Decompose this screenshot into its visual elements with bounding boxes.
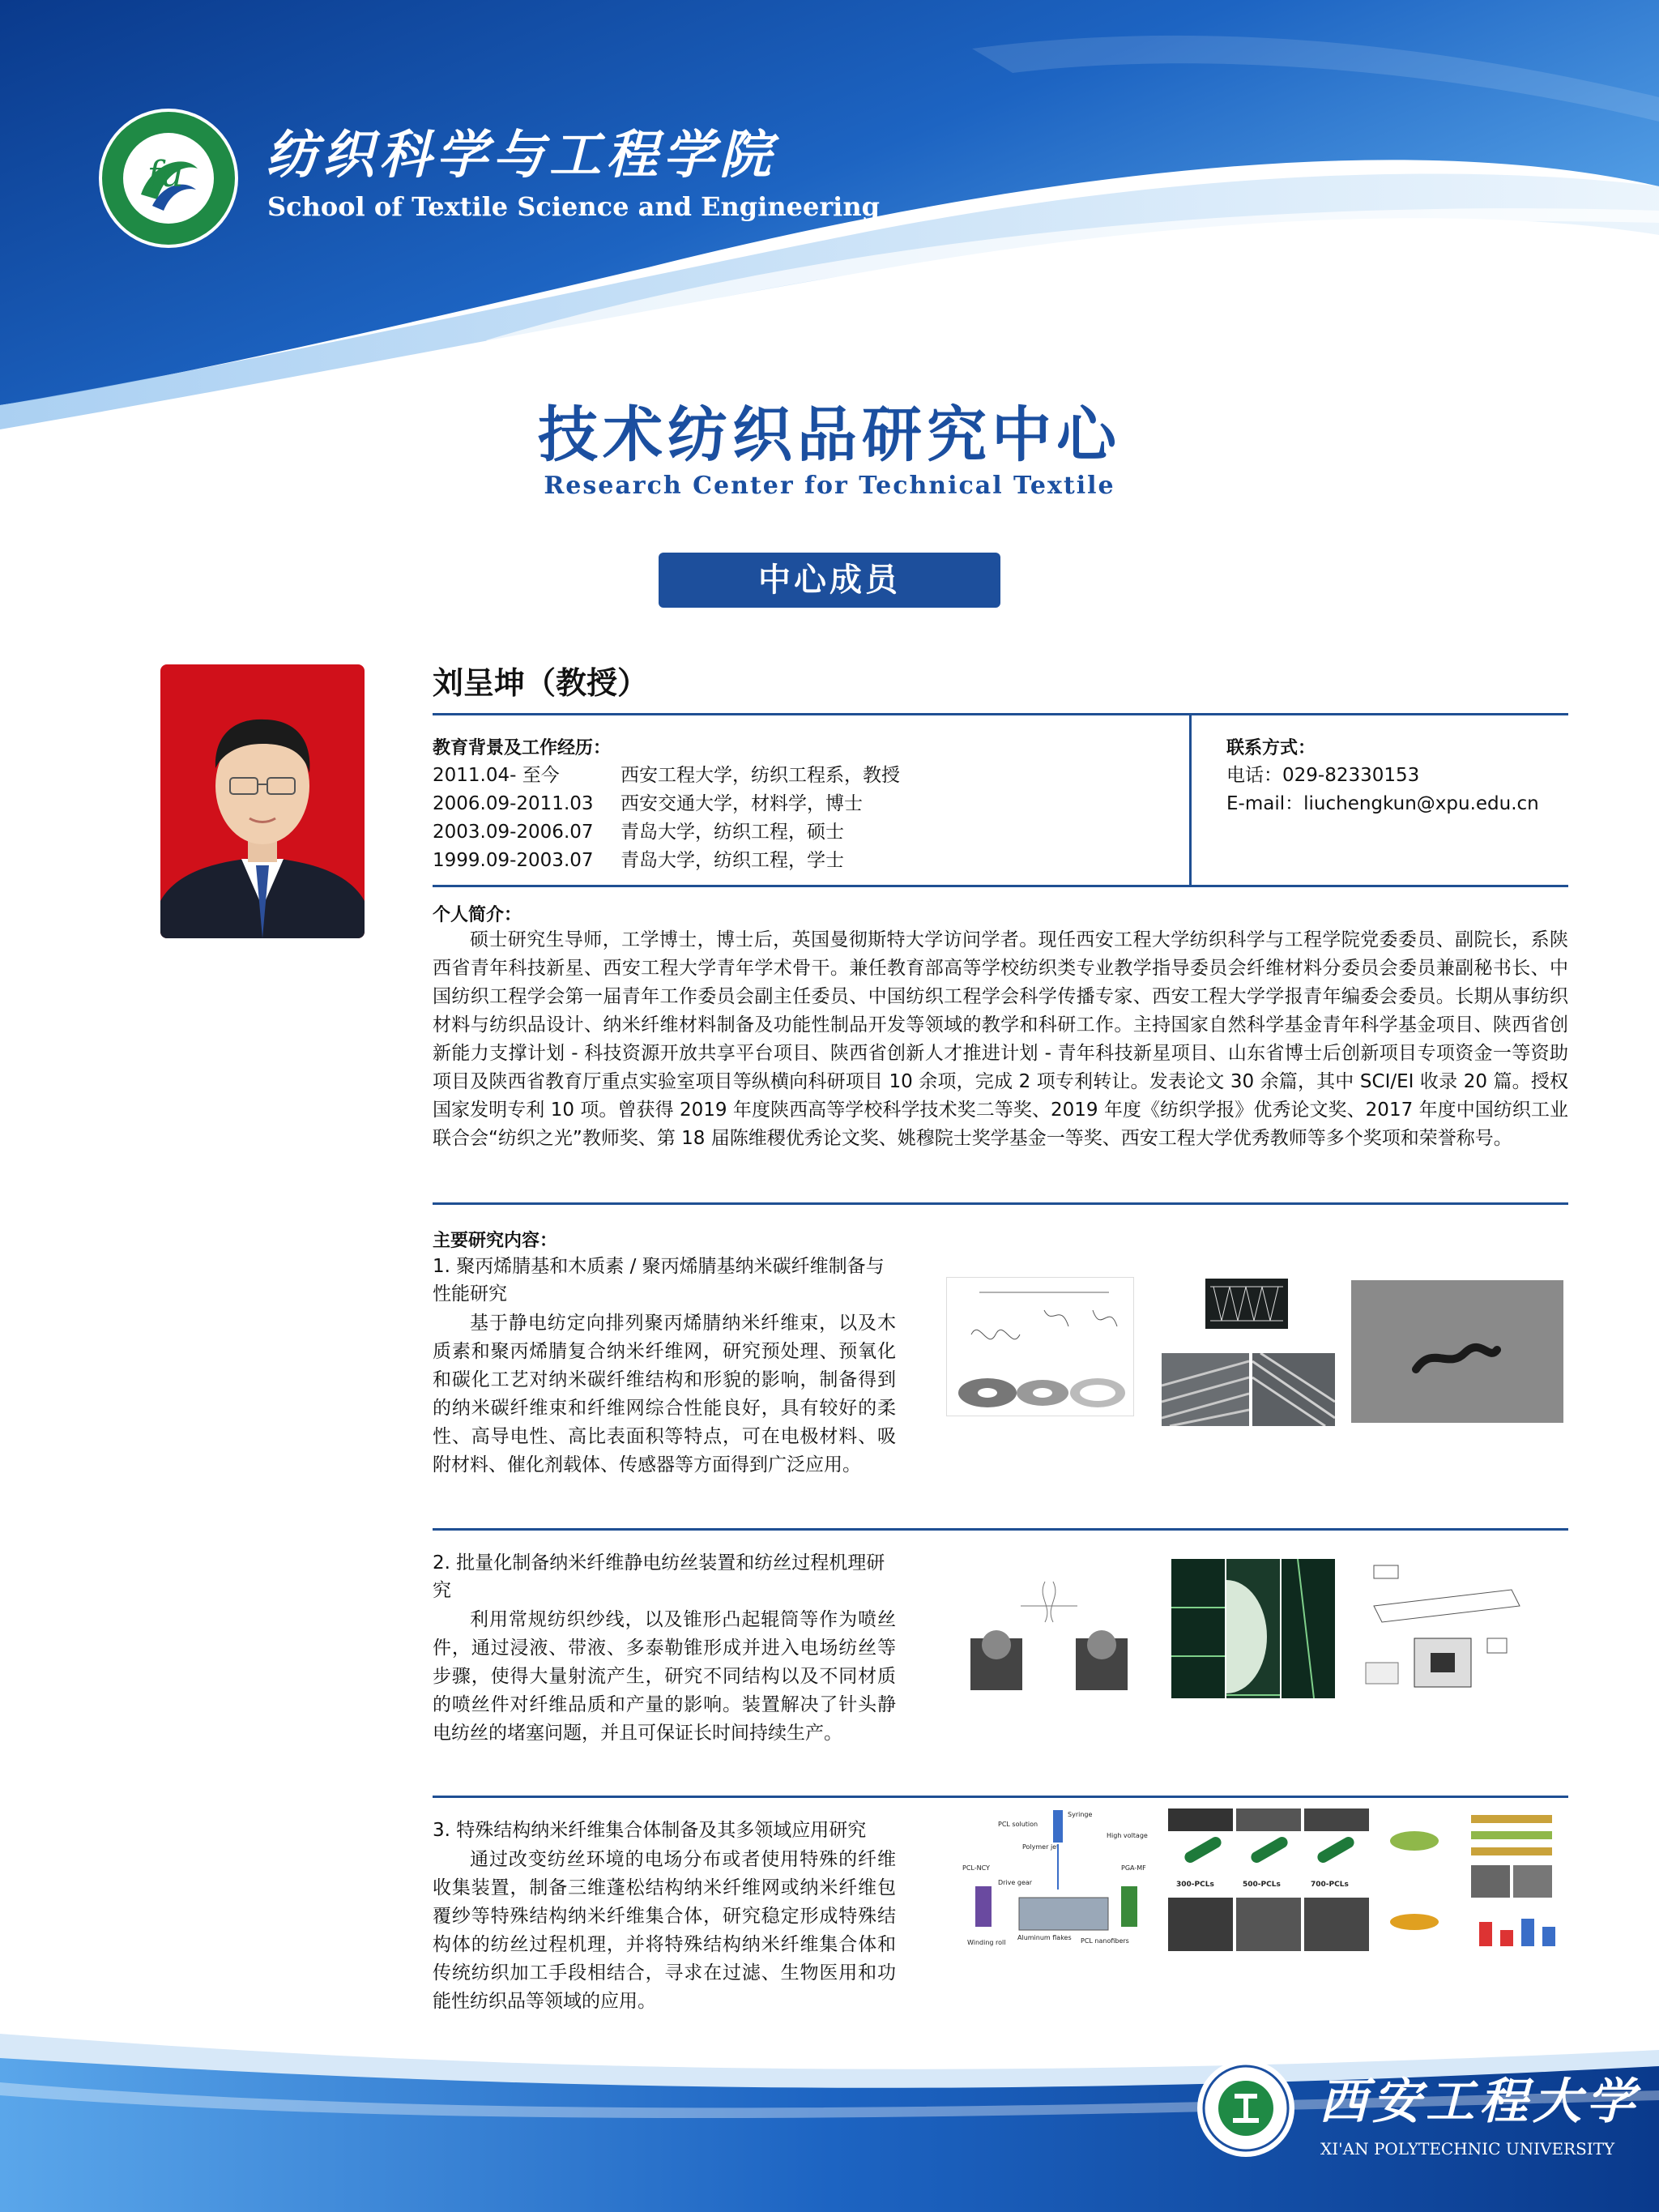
research-body-3: 通过改变纺丝环境的电场分布或者使用特殊的纤维收集装置，制备三维蓬松结构纳米纤维网或纳米纤维包覆纱等特殊结构纳米纤维集合体，研究稳定形成特殊结构体的纺丝过程机理，并将特殊结构纳米纤维集合体和传统纺织加工手段相结合，寻求在过滤、生物医用和功能性纺织品等领域的应用。 xyxy=(433,1849,896,2012)
person-name: 刘呈坤（教授） xyxy=(433,665,649,701)
contact-heading: 联系方式： xyxy=(1226,738,1316,758)
school-logo xyxy=(96,105,241,251)
research-figure-2c xyxy=(1226,1559,1280,1698)
research-title-2: 2. 批量化制备纳米纤维静电纺丝装置和纺丝过程机理研究 xyxy=(433,1552,885,1601)
page-subtitle: Research Center for Technical Textile xyxy=(544,472,1115,500)
research-figure-3i xyxy=(1382,1808,1565,1953)
section-badge: 中心成员 xyxy=(659,553,1000,608)
label-polymer-jet: Polymer jet xyxy=(1022,1843,1060,1851)
edu-heading: 教育背景及工作经历： xyxy=(433,738,612,758)
divider-name xyxy=(433,713,1568,715)
research-title-3: 3. 特殊结构纳米纤维集合体制备及其多领域应用研究 xyxy=(433,1820,867,1841)
research-heading: 主要研究内容： xyxy=(433,1231,558,1251)
header-wave-graphic xyxy=(0,0,1659,454)
research-figure-1c xyxy=(1162,1353,1249,1426)
school-name-en: School of Textile Science and Engineering xyxy=(267,191,880,222)
contact-phone: 电话：029-82330153 xyxy=(1226,765,1420,786)
research-figure-3b xyxy=(1168,1808,1233,1831)
research-figure-3c xyxy=(1236,1808,1301,1831)
university-logo xyxy=(1196,2058,1296,2159)
page-title: 技术纺织品研究中心 xyxy=(538,400,1121,470)
label-syringe: Syringe xyxy=(1068,1811,1093,1818)
research-figure-3d xyxy=(1304,1808,1369,1831)
research-figure-2e xyxy=(1358,1557,1531,1702)
school-name-cn: 纺织科学与工程学院 xyxy=(266,125,776,186)
label-high-voltage: High voltage xyxy=(1107,1832,1148,1839)
edu-row: 2011.04- 至今 西安工程大学，纺织工程系，教授 xyxy=(433,765,900,786)
label-drive-gear: Drive gear xyxy=(998,1879,1033,1886)
research-figure-3e xyxy=(1168,1836,1369,1893)
edu-row: 2003.09-2006.07 青岛大学，纺织工程，硕士 xyxy=(433,822,844,843)
bio-text: 硕士研究生导师，工学博士，博士后，英国曼彻斯特大学访问学者。现任西安工程大学纺织科学与工程学院党委委员、副院长，系陕西省青年科技新星、西安工程大学青年学术骨干。兼任教育部高等学校纺织类专业教学指导委员会纤维材料分委员会委员兼副秘书长、中国纺织工程学会第一届青年工作委员会副主任委员、中国纺织工程学会科学传播专家、西安工程大学学报青年编委会委员。长期从事纺织材料与纺织品设计、纳米纤维材料制备及功能性制品开发等领域的教学和科研工作。主持国家自然科学基金青年科学基金项目、陕西省创新能力支撑计划 - 科技资源开放共享平台项目、陕西省创新人才推进计划 - 青年科技新星项目、山东省博士后创新项目专项资金一等资助项目及陕西省教育厅重点实验室项目等纵横向科研项目 10 余项，完成 2 项专利转让。发表论文 30 余篇，其中 SCI/EI 收录 20 篇。授权国家发明专利 10 项。曾获得 2019 年度陕西高等学校科学技术奖二等奖、2019 年度《纺织学报》优秀论文奖、2017 年度中国纺织工业联合会“纺织之光”教师奖、第 18 届陈维稷优秀论文奖、姚穆院士奖学基金一等奖、西安工程大学优秀教师等多个奖项和荣誉称号。 xyxy=(433,929,1568,1149)
research-figure-2a xyxy=(956,1557,1142,1702)
label-pga-mf: PGA-MF xyxy=(1121,1864,1146,1872)
label-500-pcls: 500-PCLs xyxy=(1243,1881,1281,1889)
university-name-en: XI'AN POLYTECHNIC UNIVERSITY xyxy=(1320,2139,1615,2159)
university-name-cn: 西安工程大学 xyxy=(1319,2073,1640,2130)
research-body-2: 利用常规纺织纱线，以及锥形凸起辊筒等作为喷丝件，通过浸液、带液、多泰勒锥形成并进入电场纺丝等步骤，使得大量射流产生，研究不同结构以及不同材质的喷丝件对纤维品质和产量的影响。装置解决了针头静电纺丝的堵塞问题，并且可保证长时间持续生产。 xyxy=(433,1609,896,1744)
svg-text:fu: fu xyxy=(147,154,184,195)
divider-edu xyxy=(433,885,1568,887)
divider-r1 xyxy=(433,1528,1568,1531)
research-figure-2d xyxy=(1282,1559,1335,1698)
research-figure-1a xyxy=(946,1277,1134,1416)
research-body-1: 基于静电纺定向排列聚丙烯腈纳米纤维束，以及木质素和聚丙烯腈复合纳米纤维网，研究预处理、预氧化和碳化工艺对纳米碳纤维结构和形貌的影响，制备得到的纳米碳纤维束和纤维网综合性能良好，具有较好的柔性、高导电性、高比表面积等特点，可在电极材料、吸附材料、催化剂载体、传感器等方面得到广泛应用。 xyxy=(433,1313,896,1475)
edu-row: 2006.09-2011.03 西安交通大学，材料学，博士 xyxy=(433,793,863,814)
label-nanofibers: PCL nanofibers xyxy=(1081,1937,1129,1945)
research-figure-1e xyxy=(1351,1280,1563,1423)
label-pcl-solution: PCL solution xyxy=(998,1821,1038,1828)
research-figure-1b xyxy=(1205,1279,1288,1329)
divider-bio xyxy=(433,1202,1568,1205)
label-300-pcls: 300-PCLs xyxy=(1176,1881,1214,1889)
edu-row: 1999.09-2003.07 青岛大学，纺织工程，学士 xyxy=(433,850,844,871)
research-figure-3a xyxy=(962,1808,1157,1953)
portrait-photo xyxy=(160,664,365,938)
bio-heading: 个人简介： xyxy=(433,905,522,925)
research-figure-3g xyxy=(1236,1898,1301,1951)
research-figure-2b xyxy=(1171,1559,1225,1698)
label-pcl-ncy: PCL-NCY xyxy=(962,1864,990,1872)
header-banner xyxy=(0,0,1659,454)
research-figure-3h xyxy=(1304,1898,1369,1951)
research-title-1: 1. 聚丙烯腈基和木质素 / 聚丙烯腈基纳米碳纤维制备与性能研究 xyxy=(433,1256,885,1305)
research-figure-3f xyxy=(1168,1898,1233,1951)
label-700-pcls: 700-PCLs xyxy=(1311,1881,1349,1889)
contact-email[interactable]: E-mail：liuchengkun@xpu.edu.cn xyxy=(1226,793,1539,814)
divider-r2 xyxy=(433,1796,1568,1798)
research-figure-1d xyxy=(1252,1353,1335,1426)
label-aluminum: Aluminum flakes xyxy=(1017,1934,1072,1941)
label-winding-roll: Winding roll xyxy=(967,1939,1006,1946)
divider-vertical xyxy=(1189,713,1192,886)
